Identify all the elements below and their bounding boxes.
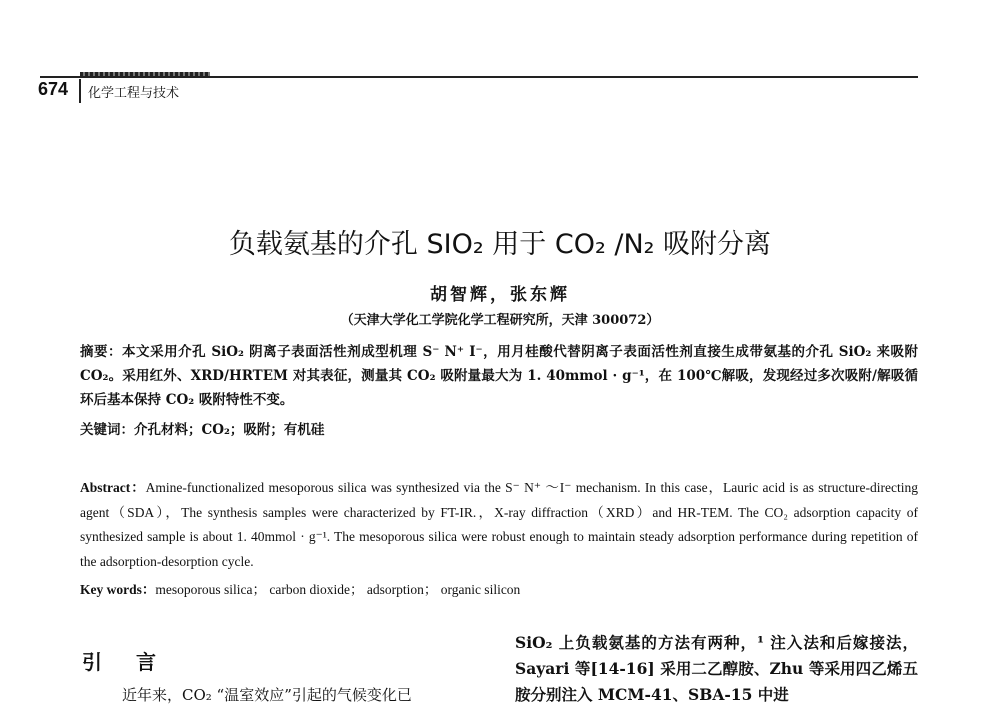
- english-abstract-label: Abstract：: [80, 480, 146, 495]
- english-abstract: [80, 476, 918, 574]
- english-keywords-text: mesoporous silica； carbon dioxide； adsorption； organic silicon: [155, 582, 521, 597]
- left-column-text: 近年来，CO₂ “温室效应”引起的气候变化已: [122, 686, 412, 704]
- chinese-keywords-text: 介孔材料；CO₂；吸附；有机硅: [134, 422, 325, 438]
- chinese-abstract-label: 摘要：: [80, 344, 123, 360]
- english-keywords-label: Key words：: [80, 582, 156, 597]
- english-keywords: [80, 578, 918, 598]
- authors: 胡智辉，张东辉: [430, 285, 570, 305]
- chinese-abstract-text: 本文采用介孔 SiO₂ 阴离子表面活性剂成型机理 S⁻ N⁺ I⁻，用月桂酸代替阴离子表面活性剂直接生成带氨基的介孔 SiO₂ 来吸附 CO₂。采用红外、XRD/HRTEM 对其表征，测量其 CO₂ 吸附量最大为 1. 40mmol · g⁻¹，在 100℃解吸，发现经过多次吸附/解吸循环后基本保持 CO₂ 吸附特性不变。: [80, 344, 919, 408]
- section-heading-introduction: 引言: [82, 650, 190, 674]
- affiliation: （天津大学化工学院化学工程研究所，天津 300072）: [340, 313, 660, 328]
- header-rule: [40, 76, 918, 78]
- chinese-keywords: [80, 418, 918, 438]
- paper-title: 负载氨基的介孔 SIO₂ 用于 CO₂ /N₂ 吸附分离: [228, 229, 772, 260]
- chinese-keywords-label: 关键词：: [80, 422, 134, 438]
- chinese-abstract: [80, 340, 918, 412]
- page-number: 674: [38, 79, 69, 99]
- english-abstract-text: Amine-functionalized mesoporous silica was synthesized via the S⁻ N⁺ ～I⁻ mechanism. In this case，Lauric acid is as structure-directing agent（SDA），The synthesis samples were characterized by FT-IR.，X-ray diffraction（XRD）and HR-TEM. The CO₂ adsorption capacity of synthesized sample is about 1. 40mmol · g⁻¹. The mesoporous silica were robust enough to maintain steady adsorption performance during repetition of the adsorption-desorption cycle.: [80, 480, 918, 569]
- header-separator: [79, 79, 81, 103]
- right-column-text: SiO₂ 上负载氨基的方法有两种，¹ 注入法和后嫁接法，Sayari 等[14-16] 采用二乙醇胺、Zhu 等采用四乙烯五胺分别注入 MCM-41、SBA-15 中进: [515, 633, 918, 704]
- journal-name: 化学工程与技术: [88, 86, 180, 101]
